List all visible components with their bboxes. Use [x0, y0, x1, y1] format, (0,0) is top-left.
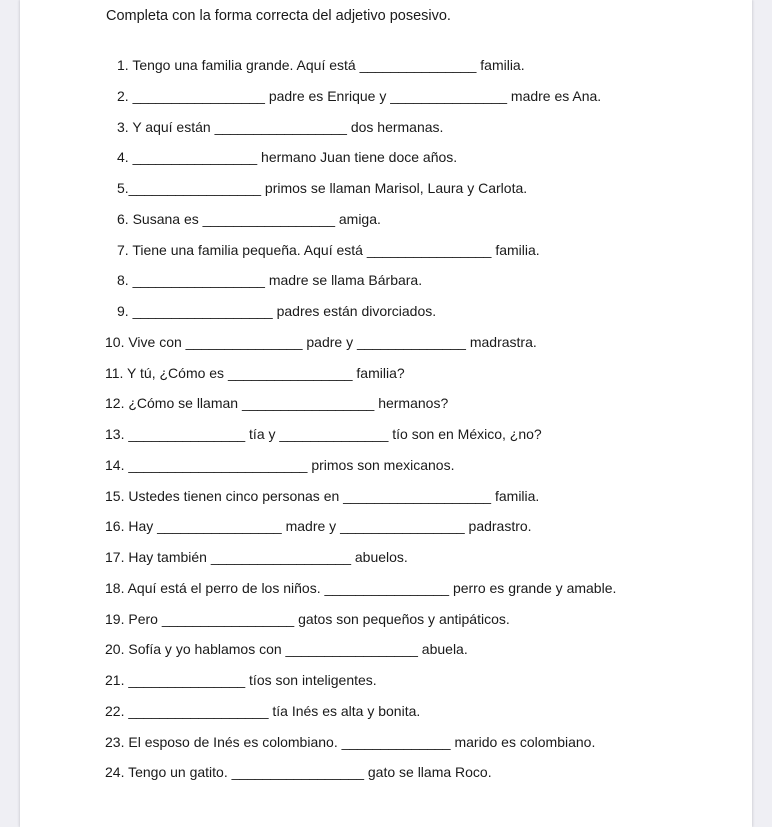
exercise-item-24: 24. Tengo un gatito. _________________ gato se llama Roco. [105, 764, 492, 781]
instructions-title: Completa con la forma correcta del adjetivo posesivo. [106, 8, 451, 24]
exercise-item-23: 23. El esposo de Inés es colombiano. ______________ marido es colombiano. [105, 733, 596, 750]
exercise-item-20: 20. Sofía y yo hablamos con _________________ abuela. [105, 641, 468, 658]
exercise-item-1: 1. Tengo una familia grande. Aquí está _______________ familia. [117, 57, 525, 73]
exercise-item-19: 19. Pero _________________ gatos son pequeños y antipáticos. [105, 610, 510, 627]
exercise-item-15: 15. Ustedes tienen cinco personas en ___________________ familia. [105, 487, 540, 504]
worksheet-page [20, 0, 752, 827]
exercise-item-21: 21. _______________ tíos son inteligentes. [105, 672, 377, 688]
exercise-item-16: 16. Hay ________________ madre y ________________ padrastro. [105, 518, 532, 535]
exercise-item-10: 10. Vive con _______________ padre y ______________ madrastra. [105, 333, 537, 350]
exercise-item-7: 7. Tiene una familia pequeña. Aquí está ________________ familia. [117, 241, 540, 258]
exercise-item-8: 8. _________________ madre se llama Bárbara. [117, 272, 423, 289]
exercise-item-13: 13. _______________ tía y ______________ tío son en México, ¿no? [105, 426, 542, 442]
exercise-item-18: 18. Aquí está el perro de los niños. ________________ perro es grande y amable. [105, 579, 617, 596]
exercise-item-22: 22. __________________ tía Inés es alta y bonita. [105, 702, 421, 719]
exercise-item-4: 4. ________________ hermano Juan tiene doce años. [117, 149, 458, 166]
exercise-item-2: 2. _________________ padre es Enrique y _______________ madre es Ana. [117, 87, 602, 104]
exercise-item-17: 17. Hay también __________________ abuelos. [105, 549, 408, 565]
exercise-item-5: 5._________________ primos se llaman Marisol, Laura y Carlota. [117, 180, 528, 196]
exercise-item-14: 14. _______________________ primos son mexicanos. [105, 456, 455, 473]
exercise-list [20, 54, 616, 792]
exercise-item-3: 3. Y aquí están _________________ dos hermanas. [117, 118, 444, 135]
exercise-item-12: 12. ¿Cómo se llaman _________________ hermanos? [105, 395, 449, 412]
exercise-item-6: 6. Susana es _________________ amiga. [117, 210, 381, 227]
exercise-item-9: 9. __________________ padres están divorciados. [117, 303, 437, 319]
exercise-item-11: 11. Y tú, ¿Cómo es ________________ familia? [105, 364, 405, 381]
